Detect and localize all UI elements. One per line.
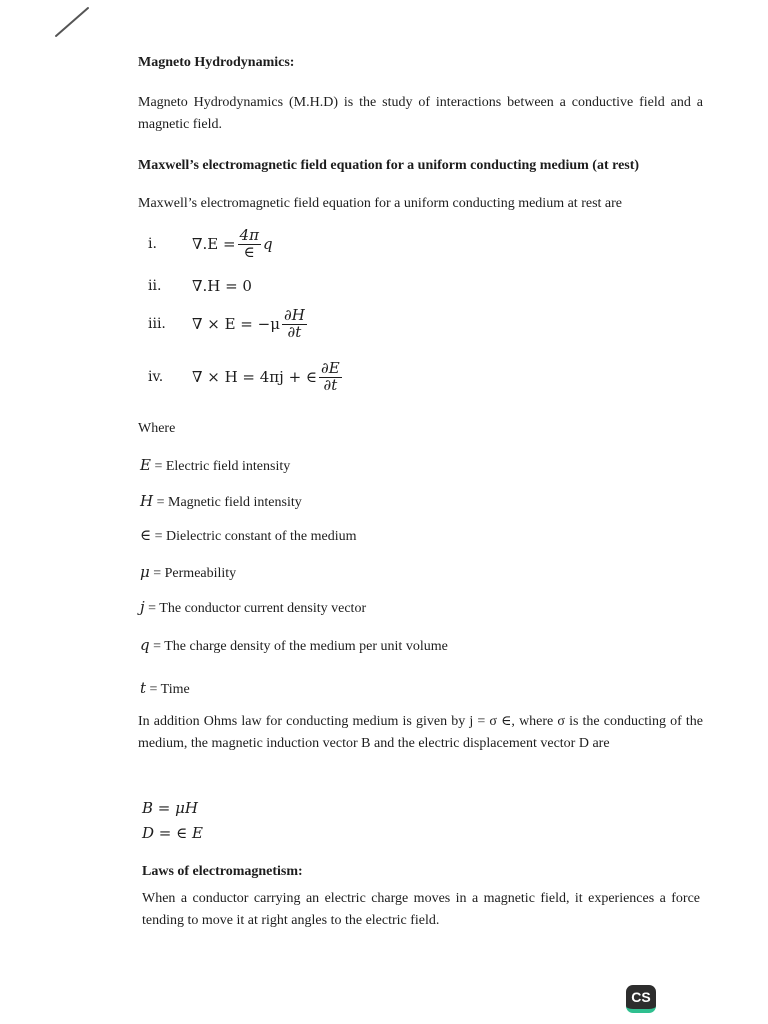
relation-b: B = μH [142,799,198,817]
label-where: Where [138,421,176,436]
paragraph-laws: When a conductor carrying an electric charge moves in a magnetic field, it experiences a force tending to move it at right angles to the electric field. [142,891,700,929]
fraction-numerator: 4π [239,226,259,244]
definition-symbol: H [140,492,154,510]
paragraph-maxwell-intro: Maxwell’s electromagnetic field equation for a uniform conducting medium at rest are [138,196,622,211]
equation-lhs: ∇.E = [192,235,236,254]
equation-numeral: ii. [148,278,162,294]
equation-2 [148,277,252,295]
heading-mhd: Magneto Hydrodynamics: [138,55,295,70]
equation-4 [148,361,344,394]
fraction-denominator: ∂t [323,375,338,394]
equation-rhs: q [262,235,273,254]
definition-symbol: E [140,456,151,474]
equation-3 [148,308,309,341]
definition-item [140,598,366,617]
definition-text: = Dielectric constant of the medium [154,529,357,544]
definition-item [140,636,448,655]
fraction-denominator: ∂t [287,322,302,341]
equation-lhs: ∇.H = 0 [192,277,252,295]
equation-numeral: i. [148,236,157,253]
equation-1 [148,228,273,261]
definition-item [140,526,357,545]
definition-text: = Magnetic field intensity [156,495,302,510]
definition-item [140,563,236,582]
definition-text: = Electric field intensity [154,459,291,474]
heading-maxwell: Maxwell’s electromagnetic field equation for a uniform conducting medium (at rest) [138,158,640,173]
relation-d: D = ∈ E [142,824,203,842]
definition-item [140,679,190,698]
equation-numeral: iii. [148,316,166,333]
definition-text: = The conductor current density vector [148,601,367,616]
heading-laws: Laws of electromagnetism: [142,864,303,879]
paragraph-ohms-law: In addition Ohms law for conducting medium is given by j = σ ∈, where σ is the conducting of the medium, the magnetic induction vector B and the electric displacement vector D are [138,714,703,752]
equation-numeral: iv. [148,369,164,386]
definition-symbol: q [140,636,150,654]
definition-text: = The charge density of the medium per unit volume [153,639,448,654]
equation-lhs: ∇ × H = 4πj + ∈ [192,368,318,387]
paragraph-mhd-definition: Magneto Hydrodynamics (M.H.D) is the study of interactions between a conductive field and a magnetic field. [138,95,703,133]
definition-item [140,456,290,475]
fraction-numerator: ∂E [321,359,340,377]
definition-item [140,492,302,511]
equation-lhs: ∇ × E = −μ [192,315,280,334]
equation-fraction [238,228,261,261]
camscanner-logo: CS [626,985,656,1013]
definition-symbol: t [140,679,147,697]
equation-fraction [319,361,342,394]
definition-text: = Time [149,682,190,697]
equation-fraction [282,308,307,341]
definition-text: = Permeability [153,566,237,581]
fraction-numerator: ∂H [283,306,305,324]
pen-stroke-mark [50,2,95,42]
fraction-denominator: ∈ [243,242,255,261]
definition-symbol: ∈ [140,526,152,544]
definition-symbol: j [140,598,145,616]
definition-symbol: μ [140,563,150,581]
